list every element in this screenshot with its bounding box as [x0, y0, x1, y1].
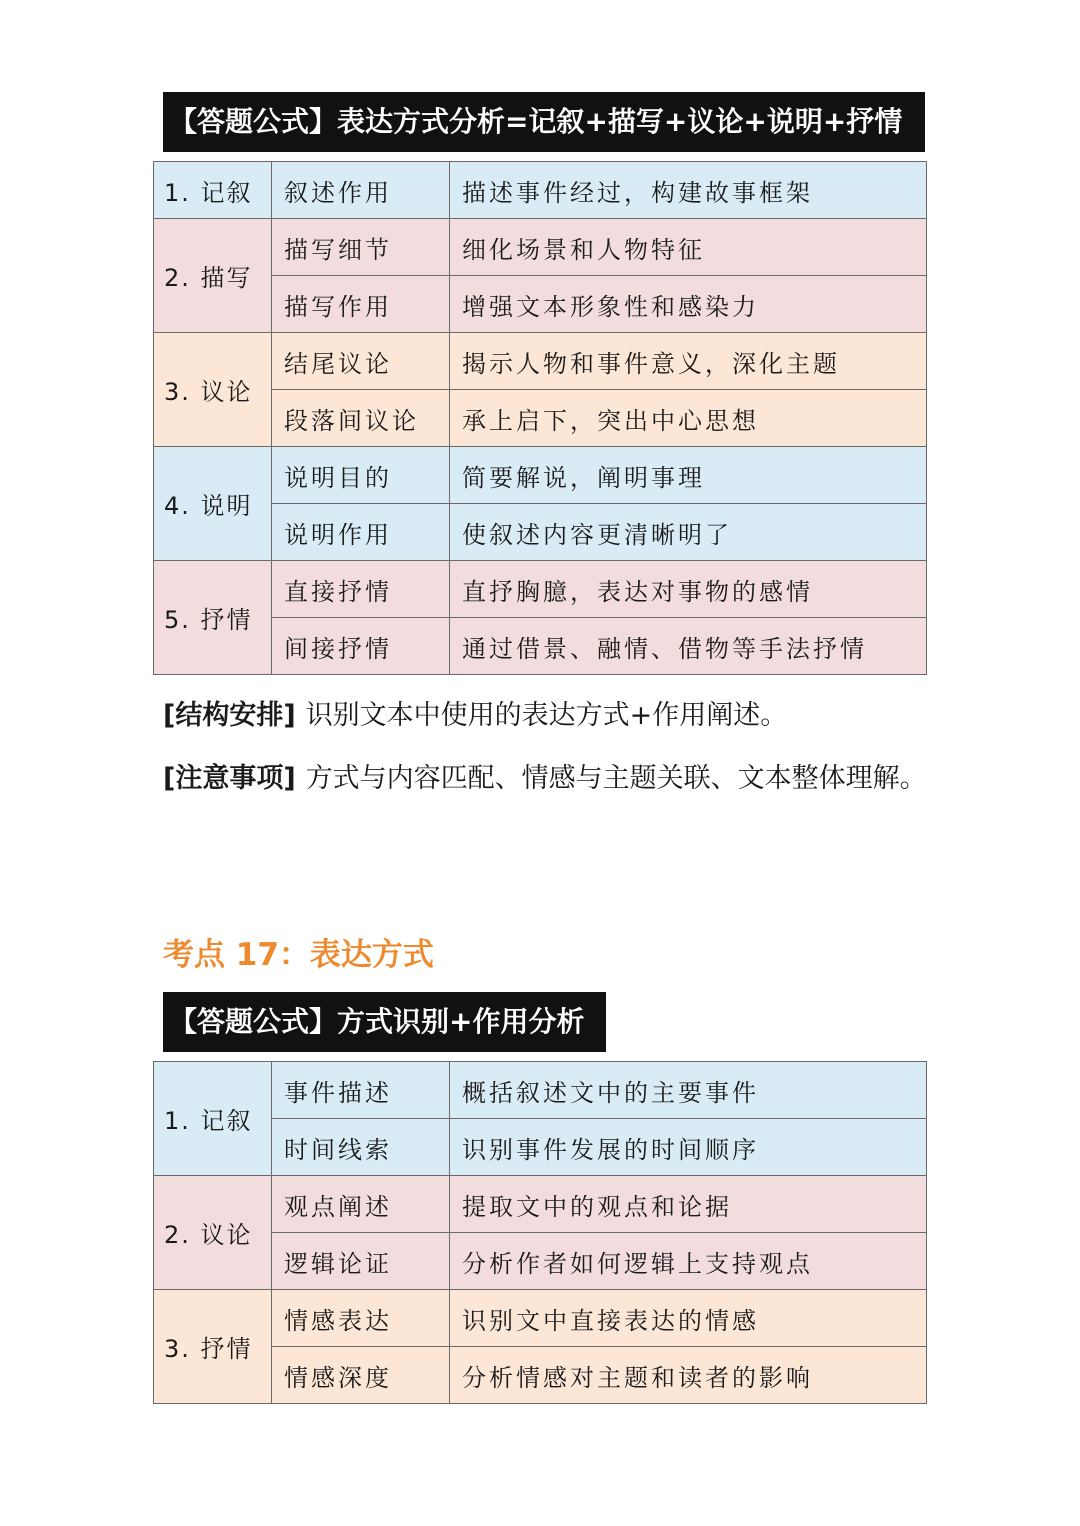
detail-cell: 提取文中的观点和论据 — [450, 1176, 927, 1233]
category-cell: 1. 记叙 — [154, 1062, 272, 1176]
detail-cell: 增强文本形象性和感染力 — [450, 276, 927, 333]
note-text: 方式与内容匹配、情感与主题关联、文本整体理解。 — [305, 763, 927, 794]
detail-cell: 分析情感对主题和读者的影响 — [450, 1347, 927, 1404]
detail-cell: 分析作者如何逻辑上支持观点 — [450, 1233, 927, 1290]
aspect-cell: 观点阐述 — [272, 1176, 450, 1233]
detail-cell: 识别事件发展的时间顺序 — [450, 1119, 927, 1176]
aspect-cell: 事件描述 — [272, 1062, 450, 1119]
formula-banner: 【答题公式】方式识别+作用分析 — [163, 992, 606, 1052]
detail-cell: 描述事件经过，构建故事框架 — [450, 162, 927, 219]
note-tag: [结构安排] — [163, 700, 296, 731]
table-row — [154, 333, 927, 390]
note-tag: [注意事项] — [163, 763, 296, 794]
detail-cell: 承上启下，突出中心思想 — [450, 390, 927, 447]
table-row — [154, 162, 927, 219]
aspect-cell: 情感深度 — [272, 1347, 450, 1404]
detail-cell: 通过借景、融情、借物等手法抒情 — [450, 618, 927, 675]
category-cell: 2. 议论 — [154, 1176, 272, 1290]
detail-cell: 揭示人物和事件意义，深化主题 — [450, 333, 927, 390]
detail-cell: 概括叙述文中的主要事件 — [450, 1062, 927, 1119]
structure-note — [163, 685, 933, 747]
section-heading: 考点 17：表达方式 — [163, 937, 434, 973]
formula-banner: 【答题公式】表达方式分析=记叙+描写+议论+说明+抒情 — [163, 92, 925, 152]
aspect-cell: 说明作用 — [272, 504, 450, 561]
category-cell: 5. 抒情 — [154, 561, 272, 675]
category-cell: 1. 记叙 — [154, 162, 272, 219]
aspect-cell: 间接抒情 — [272, 618, 450, 675]
aspect-cell: 段落间议论 — [272, 390, 450, 447]
table-row — [154, 561, 927, 618]
detail-cell: 使叙述内容更清晰明了 — [450, 504, 927, 561]
expression-analysis-table — [153, 161, 927, 675]
aspect-cell: 情感表达 — [272, 1290, 450, 1347]
category-cell: 3. 抒情 — [154, 1290, 272, 1404]
aspect-cell: 说明目的 — [272, 447, 450, 504]
aspect-cell: 描写作用 — [272, 276, 450, 333]
detail-cell: 细化场景和人物特征 — [450, 219, 927, 276]
aspect-cell: 时间线索 — [272, 1119, 450, 1176]
aspect-cell: 逻辑论证 — [272, 1233, 450, 1290]
aspect-cell: 叙述作用 — [272, 162, 450, 219]
category-cell: 3. 议论 — [154, 333, 272, 447]
detail-cell: 直抒胸臆，表达对事物的感情 — [450, 561, 927, 618]
aspect-cell: 结尾议论 — [272, 333, 450, 390]
aspect-cell: 描写细节 — [272, 219, 450, 276]
detail-cell: 识别文中直接表达的情感 — [450, 1290, 927, 1347]
category-cell: 4. 说明 — [154, 447, 272, 561]
category-cell: 2. 描写 — [154, 219, 272, 333]
detail-cell: 简要解说，阐明事理 — [450, 447, 927, 504]
aspect-cell: 直接抒情 — [272, 561, 450, 618]
table-row — [154, 1062, 927, 1119]
expression-method-table — [153, 1061, 927, 1404]
table-row — [154, 447, 927, 504]
caution-note — [163, 748, 933, 810]
note-text: 识别文本中使用的表达方式+作用阐述。 — [305, 700, 788, 731]
table-row — [154, 1290, 927, 1347]
table-row — [154, 219, 927, 276]
table-row — [154, 1176, 927, 1233]
